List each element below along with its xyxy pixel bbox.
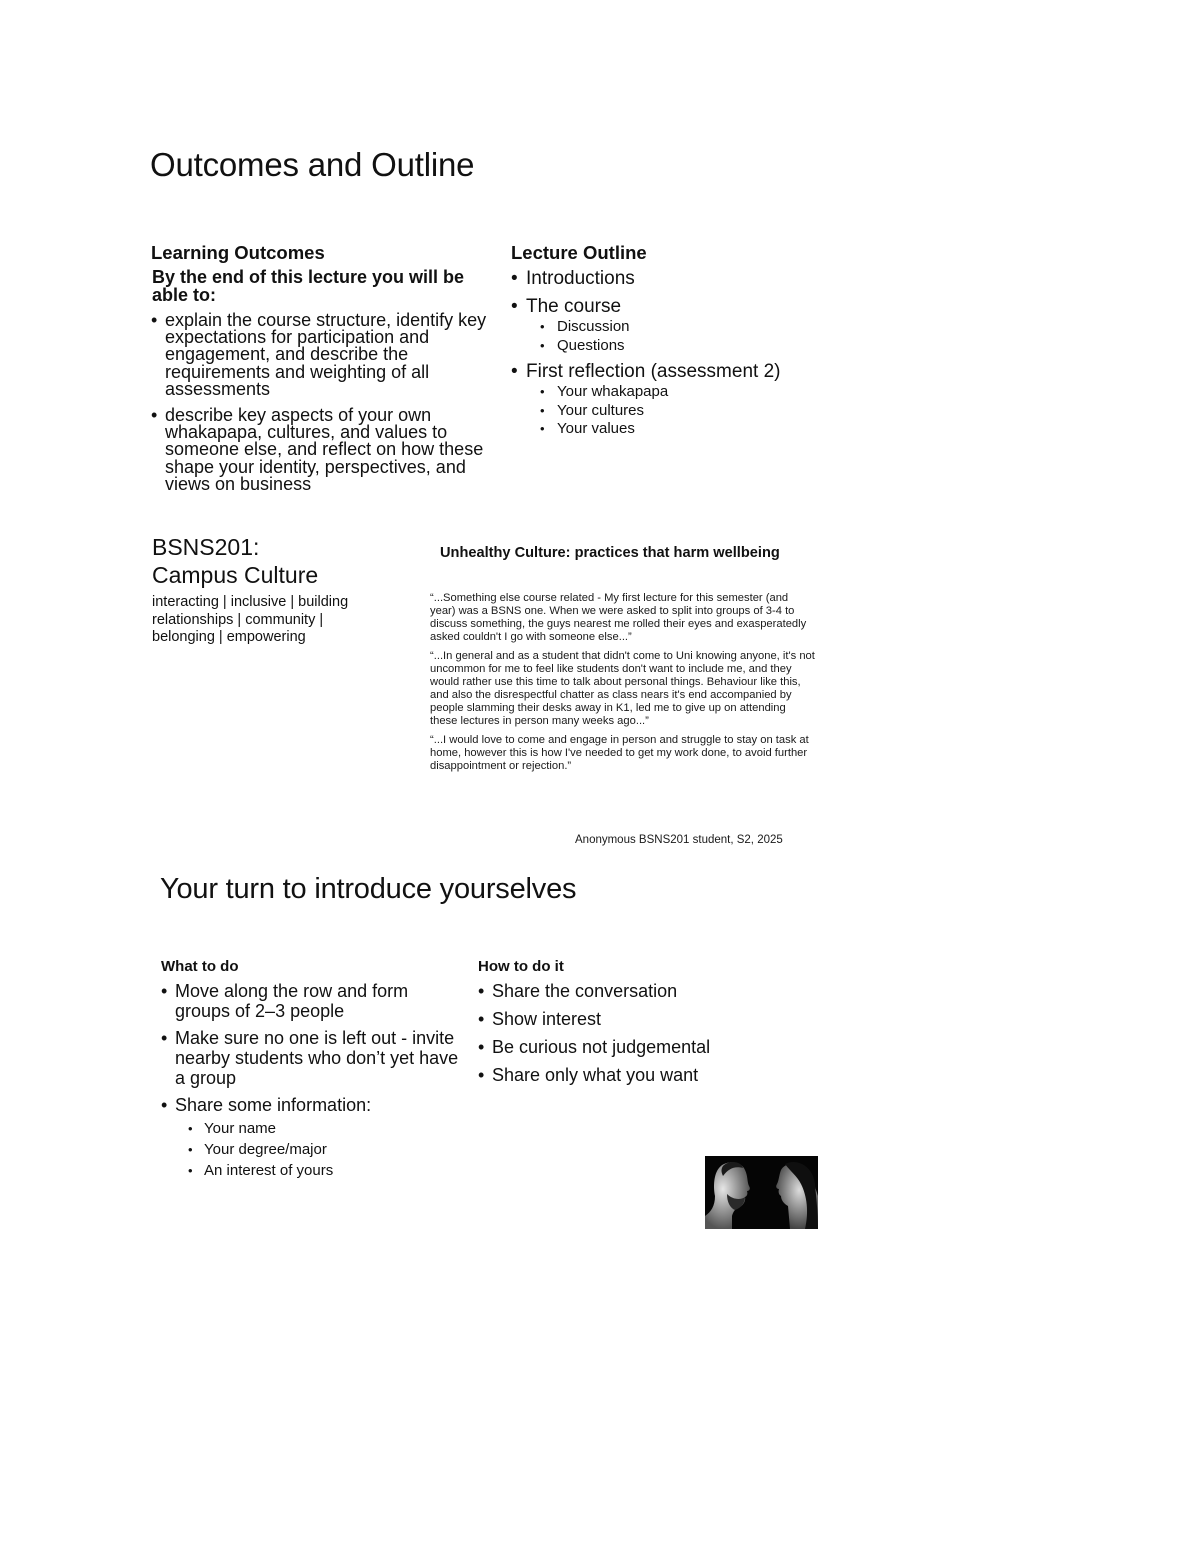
outline-subitem: • Your values <box>540 420 831 439</box>
slide1-title: Outcomes and Outline <box>150 146 475 183</box>
what-to-do-item: • Move along the row and form groups of 2–3 people <box>161 981 461 1021</box>
what-to-do-subitem: • An interest of yours <box>188 1160 461 1181</box>
outline-item: • First reflection (assessment 2) <box>511 360 831 383</box>
student-quotes <box>430 592 815 779</box>
lecture-outline-heading: Lecture Outline <box>511 242 647 263</box>
slide2-title <box>152 533 318 589</box>
outline-subitem: • Your cultures <box>540 402 831 421</box>
how-to-do-it-item: • Show interest <box>478 1009 798 1029</box>
what-to-do-item: • Make sure no one is left out - invite nearby students who don’t yet have a group <box>161 1028 461 1088</box>
what-to-do-list <box>161 981 461 1181</box>
what-to-do-heading: What to do <box>161 958 239 975</box>
outline-subitem: • Your whakapapa <box>540 383 831 402</box>
slide3-title: Your turn to introduce yourselves <box>160 873 577 905</box>
what-to-do-subitem: • Your degree/major <box>188 1139 461 1160</box>
outline-item: • The course <box>511 295 831 318</box>
learning-outcomes-list <box>151 312 491 502</box>
learning-outcome-item: • describe key aspects of your own whakapapa, cultures, and values to someone else, and reflect on how these shape your identity, perspectives, and views on business <box>151 407 491 493</box>
what-to-do-item: • Share some information: <box>161 1095 461 1115</box>
student-quote: “...In general and as a student that didn't come to Uni knowing anyone, it's not uncommon for me to feel like students don't want to include me, and they would rather use this time to talk about personal things. Behaviour like this, and also the disrespectful chatter as class nears it's end accompanied by people slamming their desks away in K1, led me to give up on attending these lectures in person many weeks ago...” <box>430 650 815 727</box>
quote-attribution: Anonymous BSNS201 student, S2, 2025 <box>575 834 783 846</box>
campus-culture-tags: interacting | inclusive | building relationships | community | belonging | empowering <box>152 594 349 645</box>
outline-subitem: • Discussion <box>540 318 831 337</box>
how-to-do-it-item: • Share the conversation <box>478 981 798 1001</box>
how-to-do-it-list <box>478 981 798 1093</box>
lecture-outline-list <box>511 267 831 439</box>
how-to-do-it-item: • Share only what you want <box>478 1065 798 1085</box>
student-quote: “...I would love to come and engage in person and struggle to stay on task at home, however this is how I've needed to get my work done, to avoid further disappointment or rejection.” <box>430 734 809 772</box>
slide2-title-line1: BSNS201: <box>152 534 260 560</box>
outline-item: • Introductions <box>511 267 831 290</box>
learning-outcomes-heading: Learning Outcomes <box>151 242 325 263</box>
what-to-do-subitem: • Your name <box>188 1118 461 1139</box>
quotes-heading: Unhealthy Culture: practices that harm wellbeing <box>440 545 780 561</box>
how-to-do-it-heading: How to do it <box>478 958 564 975</box>
slide2-title-line2: Campus Culture <box>152 562 319 588</box>
outline-subitem: • Questions <box>540 337 831 356</box>
learning-outcomes-intro: By the end of this lecture you will be able to: <box>152 267 465 305</box>
student-quote: “...Something else course related - My first lecture for this semester (and year) was a BSNS one. When we were asked to split into groups of 3-4 to discuss something, the guys nearest me rolled their eyes and exasperatedly asked couldn't I go with someone else...” <box>430 592 807 643</box>
learning-outcome-item: • explain the course structure, identify key expectations for participation and engagement, and describe the requirements and weighting of all assessments <box>151 312 491 398</box>
people-conversation-image <box>705 1156 818 1229</box>
how-to-do-it-item: • Be curious not judgemental <box>478 1037 798 1057</box>
